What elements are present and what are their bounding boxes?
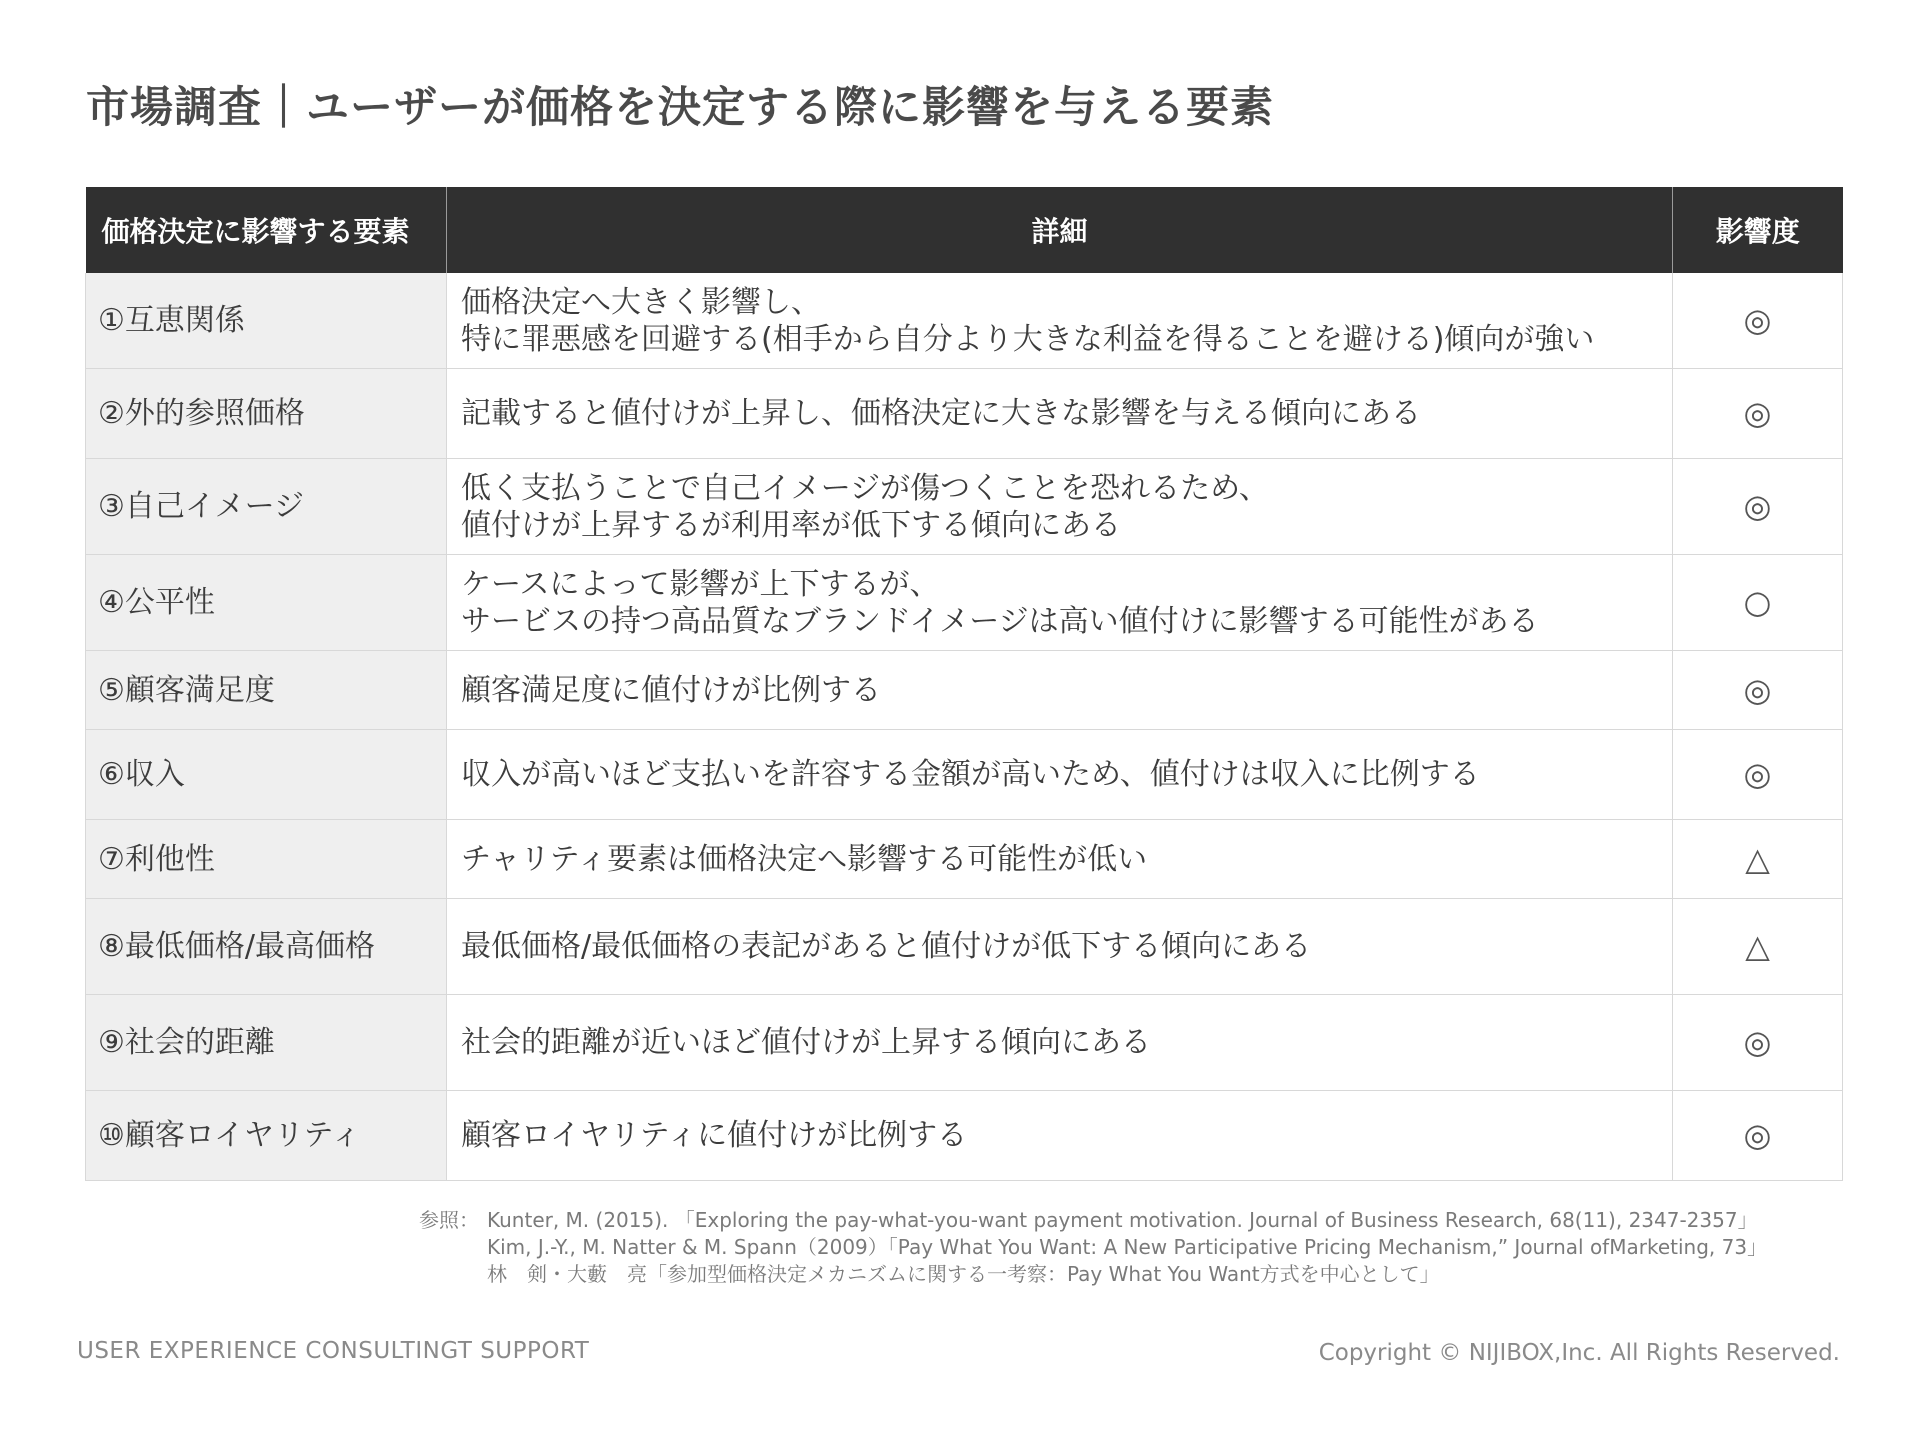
factor-cell: ⑩顧客ロイヤリティ (86, 1091, 447, 1181)
table-row (86, 369, 1843, 459)
detail-cell: 顧客ロイヤリティに値付けが比例する (447, 1091, 1673, 1181)
impact-cell: ◎ (1673, 651, 1843, 730)
factor-cell: ⑤顧客満足度 (86, 651, 447, 730)
detail-cell: 低く支払うことで自己イメージが傷つくことを恐れるため、 値付けが上昇するが利用率が低下する傾向にある (447, 459, 1673, 555)
footer-tagline: USER EXPERIENCE CONSULTINGT SUPPORT (77, 1338, 590, 1364)
detail-cell: 価格決定へ大きく影響し、 特に罪悪感を回避する(相手から自分より大きな利益を得ることを避ける)傾向が強い (447, 273, 1673, 369)
reference-item: Kim, J.-Y., M. Natter & M. Spann（2009）「Pay What You Want: A New Participative Pricing Mechanism,” Journal ofMarketing, 73」 (487, 1235, 1768, 1259)
factor-cell: ②外的参照価格 (86, 369, 447, 459)
factor-cell: ④公平性 (86, 555, 447, 651)
factor-table (85, 187, 1843, 1181)
page-title: 市場調査｜ユーザーが価格を決定する際に影響を与える要素 (86, 83, 1274, 133)
table-row (86, 1091, 1843, 1181)
factor-cell: ①互恵関係 (86, 273, 447, 369)
reference-item: Kunter, M. (2015). 「Exploring the pay-what-you-want payment motivation. Journal of Business Research, 68(11), 2347-2357」 (487, 1208, 1758, 1232)
table-row (86, 273, 1843, 369)
column-header-detail: 詳細 (447, 187, 1673, 273)
references-label: 参照： (419, 1208, 479, 1232)
detail-cell: ケースによって影響が上下するが、 サービスの持つ高品質なブランドイメージは高い値付けに影響する可能性がある (447, 555, 1673, 651)
factor-cell: ⑥収入 (86, 730, 447, 820)
impact-cell: ○ (1673, 555, 1843, 651)
column-header-factor: 価格決定に影響する要素 (86, 187, 447, 273)
reference-item: 林 剣・大藪 亮「参加型価格決定メカニズムに関する一考察：Pay What You Want方式を中心として」 (487, 1262, 1440, 1286)
table-row (86, 651, 1843, 730)
factor-cell: ⑨社会的距離 (86, 995, 447, 1091)
impact-cell: ◎ (1673, 730, 1843, 820)
footer-copyright: Copyright © NIJIBOX,Inc. All Rights Reserved. (1318, 1340, 1840, 1366)
detail-cell: 社会的距離が近いほど値付けが上昇する傾向にある (447, 995, 1673, 1091)
detail-cell: 記載すると値付けが上昇し、価格決定に大きな影響を与える傾向にある (447, 369, 1673, 459)
table-row (86, 899, 1843, 995)
impact-cell: ◎ (1673, 273, 1843, 369)
table-row (86, 459, 1843, 555)
table-row (86, 730, 1843, 820)
impact-cell: ◎ (1673, 369, 1843, 459)
factor-cell: ⑧最低価格/最高価格 (86, 899, 447, 995)
impact-cell: ◎ (1673, 1091, 1843, 1181)
detail-cell: 最低価格/最低価格の表記があると値付けが低下する傾向にある (447, 899, 1673, 995)
impact-cell: ◎ (1673, 459, 1843, 555)
factor-cell: ③自己イメージ (86, 459, 447, 555)
factor-cell: ⑦利他性 (86, 820, 447, 899)
detail-cell: 顧客満足度に値付けが比例する (447, 651, 1673, 730)
detail-cell: チャリティ要素は価格決定へ影響する可能性が低い (447, 820, 1673, 899)
table-row (86, 820, 1843, 899)
column-header-impact: 影響度 (1673, 187, 1843, 273)
table-row (86, 995, 1843, 1091)
table-header-row (86, 187, 1843, 273)
impact-cell: ◎ (1673, 995, 1843, 1091)
references (419, 1207, 1767, 1288)
impact-cell: △ (1673, 820, 1843, 899)
detail-cell: 収入が高いほど支払いを許容する金額が高いため、値付けは収入に比例する (447, 730, 1673, 820)
impact-cell: △ (1673, 899, 1843, 995)
table-row (86, 555, 1843, 651)
